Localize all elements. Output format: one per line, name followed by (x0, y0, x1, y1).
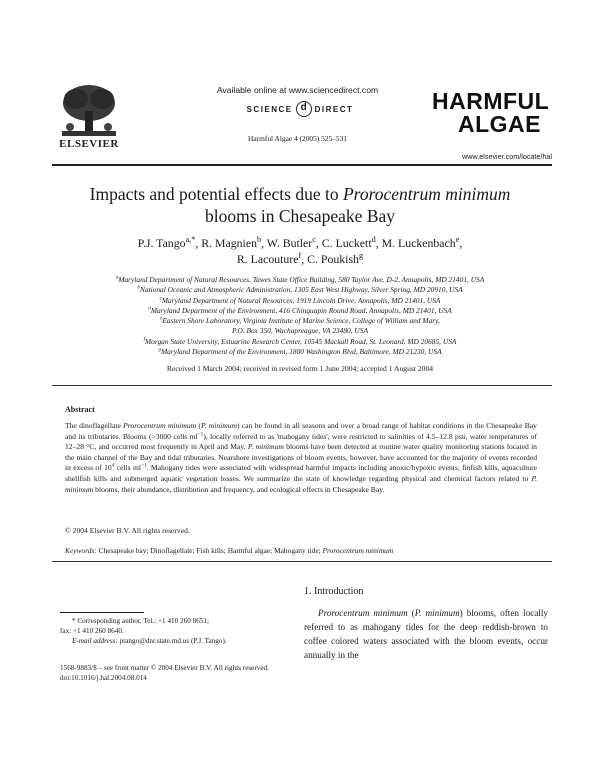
abstract-heading: Abstract (65, 405, 95, 414)
author-separator: , (459, 236, 463, 250)
author-affiliation-marker: c (312, 235, 316, 245)
author-list (70, 235, 530, 267)
author-affiliation-marker: e (455, 235, 460, 245)
affiliation-text: P.O. Box 350, Wachapreague, VA 23480, USA (232, 326, 368, 336)
author-affiliation-marker: b (256, 235, 262, 245)
affiliation-line (62, 306, 538, 316)
affiliation-line (62, 316, 538, 326)
affiliation-marker: g (158, 346, 161, 353)
author-name: C. Luckett (321, 236, 372, 250)
keywords-species: Prorocentrum minimum (322, 546, 394, 555)
footnote-fax: fax: +1 410 260 8640. (60, 627, 124, 636)
author-name: W. Butler (266, 236, 313, 250)
received-dates: Received 1 March 2004; received in revised form 1 June 2004; accepted 1 August 2004 (166, 364, 434, 373)
sciencedirect-logo-left: SCIENCE (246, 104, 293, 114)
issn-doi-block (60, 663, 310, 683)
section-heading-introduction: 1. Introduction (304, 586, 364, 597)
sciencedirect-logo (210, 101, 390, 117)
footnote-email: E-mail address: ptango@dnr.state.md.us (P.J. Tango). (72, 637, 227, 646)
affiliation-marker: a (115, 274, 119, 281)
title-species: Prorocentrum minimum (342, 184, 511, 204)
abstract-text: The dinoflagellate Prorocentrum minimum (P. minimum) can be found in all seasons and over a broad range of habitat conditions in the Chesapeake Bay and its tributaries. Blooms (>3000 cells $ml^{-1}$), locally referred to as 'mahogany tides', were restricted to salinities of 4.5–12.8 psu, water temperatures of 12–28 °C, and occurred most frequently in April and May. P. minimum blooms have been detected at routine water quality monitoring stations located in the main channel of the Bay and tidal tributaries. Nearshore investigations of bloom events, however, have accounted for the majority of events recorded in excess of $10^4$ cells $ml^{-1}$. Mahogany tides were associated with widespread harmful impacts including anoxic/hypoxic events, finfish kills, aquaculture shellfish kills and submerged aquatic vegetation losses. We summarize the state of knowledge regarding physical and chemical factors related to P. minimum blooms, their abundance, distribution and frequency, and ecological effects in Chesapeake Bay. (65, 421, 538, 494)
affiliation-line (62, 347, 538, 357)
author-separator: , (195, 236, 202, 250)
affiliation-line (62, 275, 538, 285)
author-affiliation-marker: d (371, 235, 376, 245)
elsevier-tree-logo (52, 78, 126, 144)
header-divider (52, 164, 552, 166)
copyright-line: © 2004 Elsevier B.V. All rights reserved. (65, 526, 190, 535)
issn-line: 1568-9883/$ – see front matter © 2004 Elsevier B.V. All rights reserved. (60, 664, 269, 672)
email-link[interactable]: ptango@dnr.state.md.us (P.J. Tango). (117, 637, 227, 646)
title-divider (52, 385, 552, 386)
author-separator: , (261, 236, 267, 250)
author-affiliation-marker: f (298, 251, 302, 261)
footnote-divider (60, 612, 144, 613)
keywords-list: Chesapeake bay; Dinoflagellate; Fish kills; Harmful algae; Mahogany tide; (96, 546, 323, 555)
author-name: P.J. Tango (137, 236, 186, 250)
available-online-text: Available online at www.sciencedirect.com (216, 85, 379, 95)
introduction-text: Prorocentrum minimum (P. minimum) blooms, often locally referred to as mahogany tides for the deep reddish-brown to coffee colored waters associated with the bloom events, occur annually in the (304, 608, 549, 660)
journal-reference: Harmful Algae 4 (2005) 525–531 (248, 134, 347, 143)
affiliation-marker: b (137, 284, 140, 291)
affiliation-line (62, 285, 538, 295)
affiliation-line (62, 296, 538, 306)
keywords-label: Keywords: (65, 546, 97, 555)
corresponding-author-footnote (60, 616, 290, 647)
keywords-divider (52, 561, 552, 562)
author-separator: , (375, 236, 382, 250)
affiliation-text: Maryland Department of Natural Resources, Tawes State Office Building, 580 Taylor Ave. D-2, Annapolis, MD 21401, USA (118, 275, 485, 284)
affiliation-text: Eastern Shore Laboratory, Virginia Institute of Marine Science, College of William and Mary, (162, 316, 440, 326)
author-name: R. Magnien (201, 236, 257, 250)
article-title (70, 183, 530, 227)
sciencedirect-at-icon: d (296, 101, 312, 117)
author-name: R. Lacouture (236, 252, 299, 266)
sciencedirect-logo-right: DIRECT (314, 104, 354, 114)
affiliation-line (62, 326, 538, 336)
author-separator: , (301, 252, 308, 266)
affiliation-text: Maryland Department of the Environment, 1800 Washington Blvd, Baltimore, MD 21230, USA (160, 347, 442, 357)
affiliation-marker: e (160, 315, 163, 322)
publisher-name: ELSEVIER (59, 138, 119, 150)
journal-logo-line1: HARMFUL (432, 88, 550, 114)
affiliation-text: National Oceanic and Atmospheric Administration, 1305 East West Highway, Silver Spring, MD 20910, USA (139, 285, 463, 295)
journal-url: www.elsevier.com/locate/hal (462, 152, 552, 161)
affiliation-marker: c (159, 295, 162, 302)
keywords-line (65, 546, 537, 555)
doi-line[interactable]: doi:10.1016/j.hal.2004.08.014 (60, 674, 147, 683)
affiliation-text: Maryland Department of the Environment, 416 Chinquapin Round Road, Annapolis, MD 21401, USA (150, 305, 452, 315)
journal-logo-line2: ALGAE (458, 111, 541, 137)
affiliation-line (62, 337, 538, 347)
author-affiliation-marker: a,* (185, 235, 196, 245)
journal-logo (432, 90, 548, 148)
title-text-post: blooms in Chesapeake Bay (204, 206, 396, 226)
author-name: M. Luckenbach (381, 236, 456, 250)
author-affiliation-marker: g (358, 251, 364, 261)
affiliation-list (62, 275, 538, 357)
author-name: C. Poukish (307, 252, 359, 266)
affiliation-text: Maryland Department of Natural Resources, 1919 Lincoln Drive, Annapolis, MD 21401, USA (161, 295, 441, 305)
title-text-pre: Impacts and potential effects due to (89, 184, 343, 204)
affiliation-marker: d (148, 305, 151, 312)
footnote-phone: * Corresponding author. Tel.: +1 410 260 8651; (72, 617, 209, 625)
affiliation-text: Morgan State University, Estuarine Research Center, 10545 Mackall Road, St. Leonard, MD 20685, USA (145, 336, 457, 346)
affiliation-marker: f (143, 336, 146, 343)
author-separator: , (315, 236, 322, 250)
